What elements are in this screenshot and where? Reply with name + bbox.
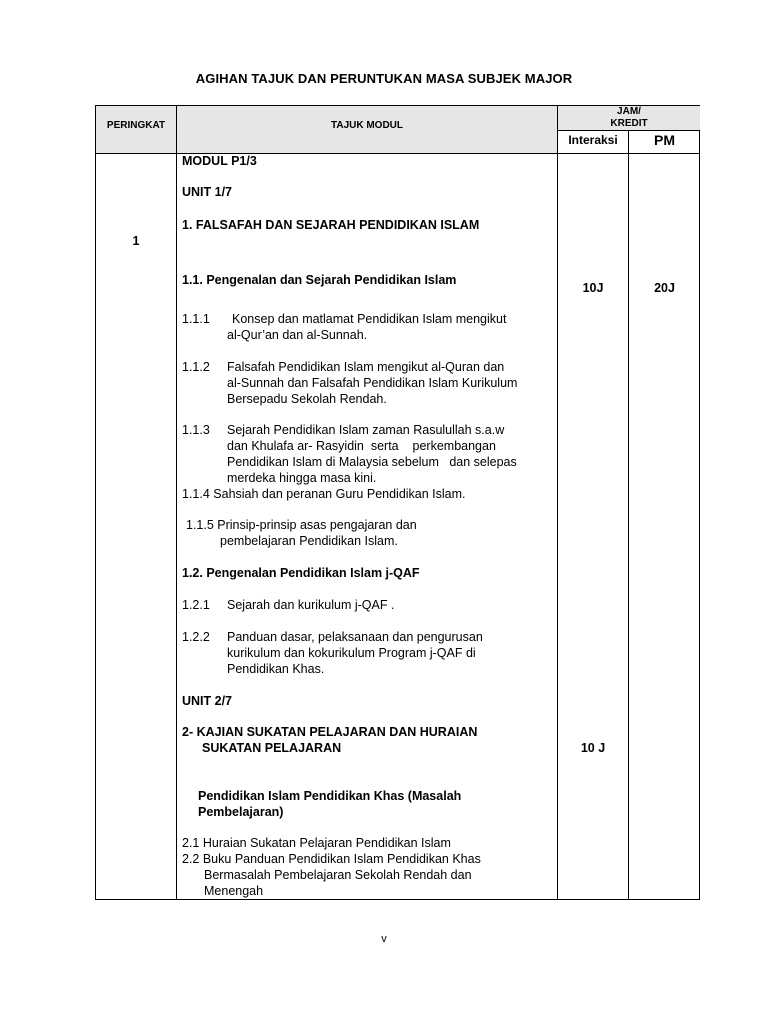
item-number: 1.1.3 — [182, 423, 210, 437]
item-text: 1.1.5 Prinsip-prinsip asas pengajaran dan — [186, 518, 417, 532]
module-table — [95, 105, 700, 900]
item-text: Bermasalah Pembelajaran Sekolah Rendah dan — [204, 868, 472, 882]
item-text: Sejarah Pendidikan Islam zaman Rasulullah s.a.w — [227, 423, 505, 437]
item-text: al-Qur’an dan al-Sunnah. — [227, 328, 368, 342]
item-text: merdeka hingga masa kini. — [227, 471, 377, 485]
item-text: Konsep dan matlamat Pendidikan Islam mengikut — [232, 312, 507, 326]
header-pm: PM — [654, 132, 675, 148]
header-kredit: KREDIT — [610, 118, 648, 129]
modul-heading: MODUL P1/3 — [182, 154, 257, 168]
item-text: Menengah — [204, 884, 264, 898]
item-text: dan Khulafa ar- Rasyidin serta perkembangan — [227, 439, 496, 453]
item-text: pembelajaran Pendidikan Islam. — [220, 534, 398, 548]
page-title: AGIHAN TAJUK DAN PERUNTUKAN MASA SUBJEK MAJOR — [195, 71, 573, 86]
topic2-heading: 2- KAJIAN SUKATAN PELAJARAN DAN HURAIAN — [182, 725, 478, 739]
item-text: 1.1.4 Sahsiah dan peranan Guru Pendidikan Islam. — [182, 487, 466, 501]
page-number: v — [381, 933, 387, 945]
header-jam: JAM/ — [617, 106, 641, 117]
item-text: Falsafah Pendidikan Islam mengikut al-Quran dan — [227, 360, 505, 374]
subtopic-2-cont: Pembelajaran) — [198, 805, 284, 819]
item-text: 2.1 Huraian Sukatan Pelajaran Pendidikan Islam — [182, 836, 451, 850]
item-text: kurikulum dan kokurikulum Program j-QAF di — [227, 646, 476, 660]
column-divider — [628, 130, 629, 899]
interaksi-hours-unit1: 10J — [582, 281, 604, 295]
item-text: Panduan dasar, pelaksanaan dan pengurusan — [227, 630, 483, 644]
unit1-heading: UNIT 1/7 — [182, 185, 233, 199]
item-text: Sejarah dan kurikulum j-QAF . — [227, 598, 395, 612]
item-text: Pendidikan Islam di Malaysia sebelum dan selepas — [227, 455, 517, 469]
subtopic-1-2: 1.2. Pengenalan Pendidikan Islam j-QAF — [182, 566, 420, 580]
header-tajuk-modul: TAJUK MODUL — [330, 120, 404, 131]
subtopic-2: Pendidikan Islam Pendidikan Khas (Masalah — [198, 789, 462, 803]
row-divider — [557, 130, 700, 131]
item-text: 2.2 Buku Panduan Pendidikan Islam Pendidikan Khas — [182, 852, 481, 866]
interaksi-hours-unit2: 10 J — [580, 741, 606, 755]
header-peringkat: PERINGKAT — [106, 120, 166, 131]
unit2-heading: UNIT 2/7 — [182, 694, 233, 708]
item-text: Pendidikan Khas. — [227, 662, 325, 676]
header-interaksi: Interaksi — [568, 133, 618, 147]
item-number: 1.1.1 — [182, 312, 210, 326]
item-text: al-Sunnah dan Falsafah Pendidikan Islam Kurikulum — [227, 376, 518, 390]
peringkat-value: 1 — [132, 234, 140, 248]
subtopic-1-1: 1.1. Pengenalan dan Sejarah Pendidikan Islam — [182, 273, 457, 287]
item-number: 1.2.2 — [182, 630, 210, 644]
column-divider — [176, 106, 177, 899]
column-divider — [557, 106, 558, 899]
item-number: 1.1.2 — [182, 360, 210, 374]
topic2-heading-cont: SUKATAN PELAJARAN — [202, 741, 342, 755]
topic1-heading: 1. FALSAFAH DAN SEJARAH PENDIDIKAN ISLAM — [182, 218, 480, 232]
pm-hours-unit1: 20J — [654, 281, 675, 295]
item-text: Bersepadu Sekolah Rendah. — [227, 392, 387, 406]
item-number: 1.2.1 — [182, 598, 210, 612]
